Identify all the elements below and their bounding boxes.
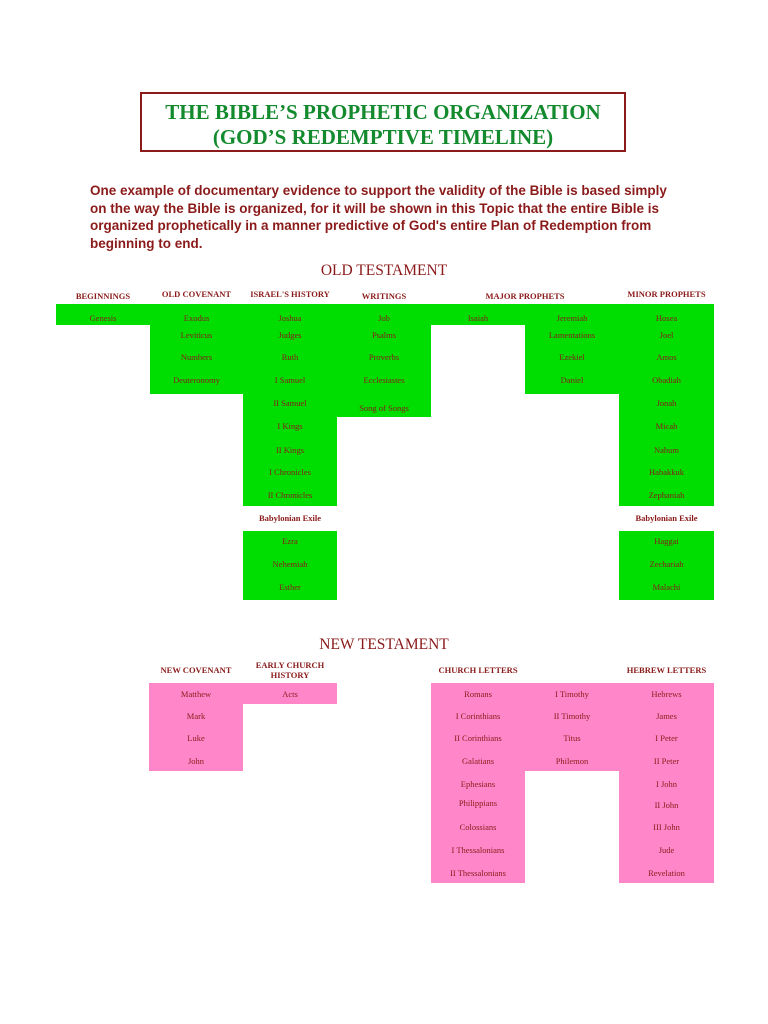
- book-job: Job: [378, 313, 390, 323]
- book-ii-kings: II Kings: [275, 445, 305, 455]
- nt-category-early-church-history: EARLY CHURCH HISTORY: [255, 660, 325, 680]
- old-testament-heading: OLD TESTAMENT: [320, 262, 448, 279]
- book-amos: Amos: [656, 352, 677, 362]
- book-philippians: Philippians: [458, 798, 498, 808]
- book-joshua: Joshua: [278, 313, 302, 323]
- book-song-of-songs: Song of Songs: [359, 403, 409, 413]
- book-ecclesiastes: Ecclesiastes: [363, 375, 405, 385]
- book-hebrews: Hebrews: [651, 689, 682, 699]
- book-i-corinthians: I Corinthians: [455, 711, 501, 721]
- book-zechariah: Zechariah: [649, 559, 684, 569]
- ot-category-major-prophets: MAJOR PROPHETS: [485, 291, 565, 301]
- book-john: John: [187, 756, 205, 766]
- book-psalms: Psalms: [371, 330, 397, 340]
- book-i-thessalonians: I Thessalonians: [451, 845, 505, 855]
- book-i-kings: I Kings: [277, 421, 303, 431]
- book-ii-timothy: II Timothy: [553, 711, 591, 721]
- ot-category-minor-prophets: MINOR PROPHETS: [627, 289, 706, 299]
- book-ii-john: II John: [654, 800, 679, 810]
- book-proverbs: Proverbs: [368, 352, 400, 362]
- book-acts: Acts: [282, 689, 298, 699]
- nt-category-church-letters: CHURCH LETTERS: [438, 665, 518, 675]
- book-james: James: [656, 711, 677, 721]
- book-hosea: Hosea: [655, 313, 678, 323]
- book-nahum: Nahum: [653, 445, 680, 455]
- ot-category-writings: WRITINGS: [361, 291, 407, 301]
- book-zephaniah: Zephaniah: [648, 490, 685, 500]
- new-testament-heading: NEW TESTAMENT: [319, 636, 449, 653]
- book-numbers: Numbers: [180, 352, 213, 362]
- title-line-1: THE BIBLE’S PROPHETIC ORGANIZATION: [165, 100, 601, 124]
- book-exodus: Exodus: [183, 313, 210, 323]
- book-i-timothy: I Timothy: [555, 689, 589, 699]
- book-galatians: Galatians: [461, 756, 495, 766]
- book-micah: Micah: [655, 421, 678, 431]
- book-i-peter: I Peter: [655, 733, 678, 743]
- book-ii-samuel: II Samuel: [273, 398, 307, 408]
- book-i-samuel: I Samuel: [274, 375, 306, 385]
- book-jude: Jude: [658, 845, 675, 855]
- book-ii-thessalonians: II Thessalonians: [450, 868, 506, 878]
- book-colossians: Colossians: [459, 822, 497, 832]
- nt-category-new-covenant: NEW COVENANT: [160, 665, 232, 675]
- book-deuteronomy: Deuteronomy: [173, 375, 220, 385]
- book-jeremiah: Jeremiah: [556, 313, 588, 323]
- book-ezra: Ezra: [282, 536, 298, 546]
- book-daniel: Daniel: [560, 375, 584, 385]
- book-habakkuk: Habakkuk: [649, 467, 684, 477]
- book-nehemiah: Nehemiah: [272, 559, 308, 569]
- book-genesis: Genesis: [89, 313, 117, 323]
- book-ii-chronicles: II Chronicles: [267, 490, 313, 500]
- book-ephesians: Ephesians: [460, 779, 496, 789]
- book-joel: Joel: [659, 330, 674, 340]
- book-ruth: Ruth: [281, 352, 299, 362]
- book-malachi: Malachi: [652, 582, 681, 592]
- book-matthew: Matthew: [180, 689, 212, 699]
- book-titus: Titus: [563, 733, 581, 743]
- book-luke: Luke: [187, 733, 205, 743]
- ot-category-old-covenant: OLD COVENANT: [161, 289, 232, 299]
- book-obadiah: Obadiah: [652, 375, 681, 385]
- book-judges: Judges: [278, 330, 302, 340]
- book-mark: Mark: [186, 711, 206, 721]
- book-ezekiel: Ezekiel: [559, 352, 585, 362]
- babylonian-exile-label-prophets: Babylonian Exile: [635, 513, 698, 523]
- book-i-john: I John: [655, 779, 677, 789]
- book-leviticus: Leviticus: [180, 330, 213, 340]
- book-haggai: Haggai: [654, 536, 679, 546]
- book-isaiah: Isaiah: [467, 313, 489, 323]
- book-ii-corinthians: II Corinthians: [454, 733, 502, 743]
- nt-category-hebrew-letters: HEBREW LETTERS: [626, 665, 707, 675]
- babylonian-exile-label-history: Babylonian Exile: [258, 513, 322, 523]
- book-jonah: Jonah: [656, 398, 677, 408]
- intro-paragraph: One example of documentary evidence to support the validity of the Bible is based simply on the way the Bible is organized, for it will be shown in this Topic that the entire Bible is organized prophetically in a manner predictive of God's entire Plan of Redemption from beginning to end.: [90, 183, 667, 251]
- ot-category-israels-history: ISRAEL'S HISTORY: [250, 289, 330, 299]
- book-esther: Esther: [279, 582, 301, 592]
- title-line-2: (GOD’S REDEMPTIVE TIMELINE): [212, 125, 554, 149]
- book-ii-peter: II Peter: [653, 756, 680, 766]
- ot-category-beginnings: BEGINNINGS: [75, 291, 131, 301]
- book-romans: Romans: [464, 689, 492, 699]
- book-i-chronicles: I Chronicles: [269, 467, 311, 477]
- book-philemon: Philemon: [555, 756, 589, 766]
- book-revelation: Revelation: [648, 868, 685, 878]
- title-box: [140, 92, 626, 152]
- book-lamentations: Lamentations: [548, 330, 596, 340]
- book-iii-john: III John: [653, 822, 680, 832]
